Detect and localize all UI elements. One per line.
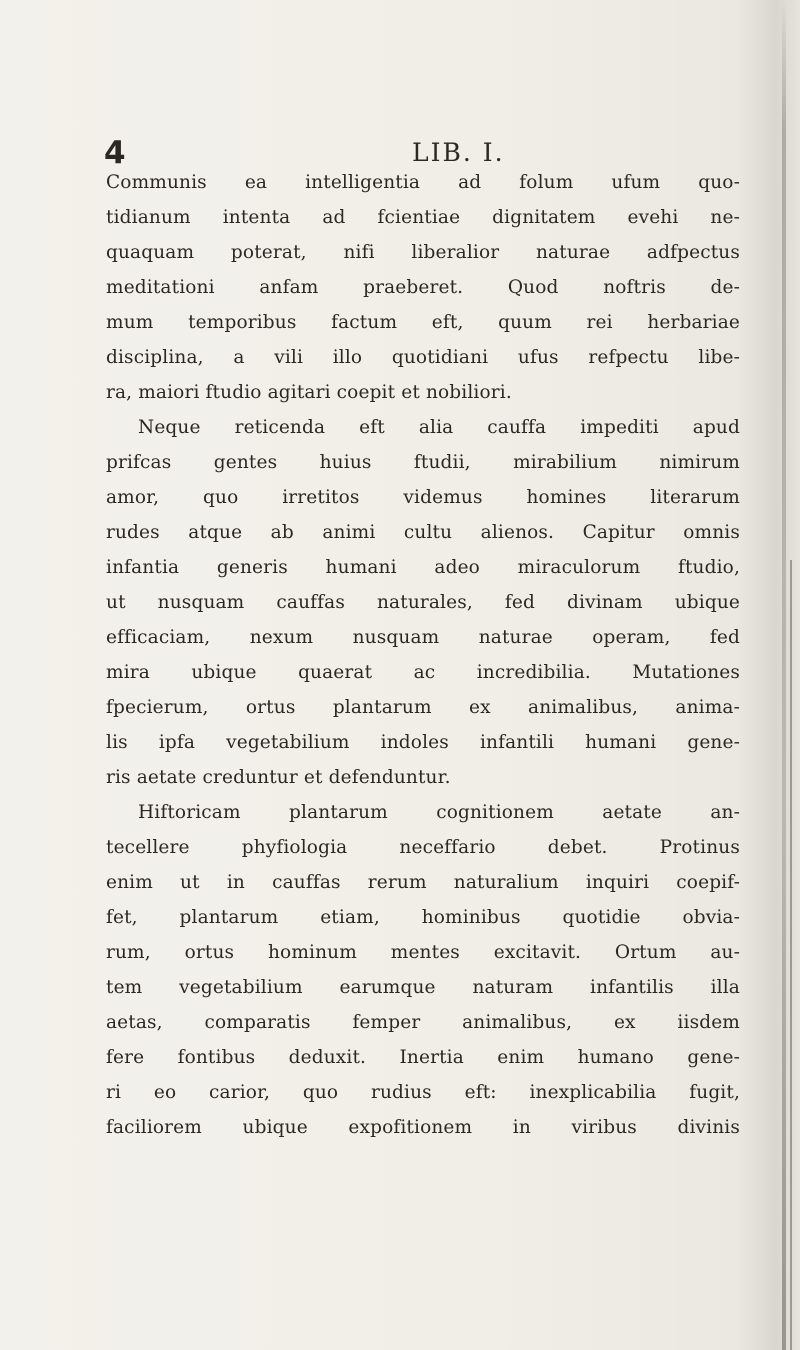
text-line: tidianum intenta ad fcientiae dignitatem evehi ne- [106, 207, 740, 228]
body-text [106, 165, 740, 1145]
page-edge-shadow [782, 0, 786, 1350]
text-line: efficaciam, nexum nusquam naturae operam, fed [106, 627, 740, 648]
running-head: LIB. I. [412, 138, 505, 167]
page-number: 4 [104, 135, 126, 171]
text-line: disciplina, a vili illo quotidiani ufus refpectu libe- [106, 347, 740, 368]
text-line: fet, plantarum etiam, hominibus quotidie obvia- [106, 907, 740, 928]
text-line: Hiftoricam plantarum cognitionem aetate an- [138, 802, 740, 823]
text-line: faciliorem ubique expofitionem in viribus divinis [106, 1117, 740, 1138]
page-edge-line [790, 560, 792, 1350]
text-line: amor, quo irretitos videmus homines literarum [106, 487, 740, 508]
text-line: rudes atque ab animi cultu alienos. Capitur omnis [106, 522, 740, 543]
text-line: ra, maiori ftudio agitari coepit et nobiliori. [106, 382, 512, 403]
text-line: ri eo carior, quo rudius eft: inexplicabilia fugit, [106, 1082, 740, 1103]
text-line: meditationi anfam praeberet. Quod noftris de- [106, 277, 740, 298]
text-line: ut nusquam cauffas naturales, fed divinam ubique [106, 592, 740, 613]
text-line: rum, ortus hominum mentes excitavit. Ortum au- [106, 942, 740, 963]
text-line: Communis ea intelligentia ad folum ufum quo- [106, 172, 740, 193]
text-line: mum temporibus factum eft, quum rei herbariae [106, 312, 740, 333]
text-line: tecellere phyfiologia neceffario debet. Protinus [106, 837, 740, 858]
text-line: aetas, comparatis femper animalibus, ex iisdem [106, 1012, 740, 1033]
text-line: tem vegetabilium earumque naturam infantilis illa [106, 977, 740, 998]
text-line: enim ut in cauffas rerum naturalium inquiri coepif- [106, 872, 740, 893]
text-line: mira ubique quaerat ac incredibilia. Mutationes [106, 662, 740, 683]
text-line: infantia generis humani adeo miraculorum ftudio, [106, 557, 740, 578]
text-line: lis ipfa vegetabilium indoles infantili humani gene- [106, 732, 740, 753]
text-line: ris aetate creduntur et defenduntur. [106, 767, 451, 788]
text-line: fere fontibus deduxit. Inertia enim humano gene- [106, 1047, 740, 1068]
text-line: quaquam poterat, nifi liberalior naturae adfpectus [106, 242, 740, 263]
text-line: fpecierum, ortus plantarum ex animalibus, anima- [106, 697, 740, 718]
text-line: prifcas gentes huius ftudii, mirabilium nimirum [106, 452, 740, 473]
text-line: Neque reticenda eft alia cauffa impediti apud [138, 417, 740, 438]
